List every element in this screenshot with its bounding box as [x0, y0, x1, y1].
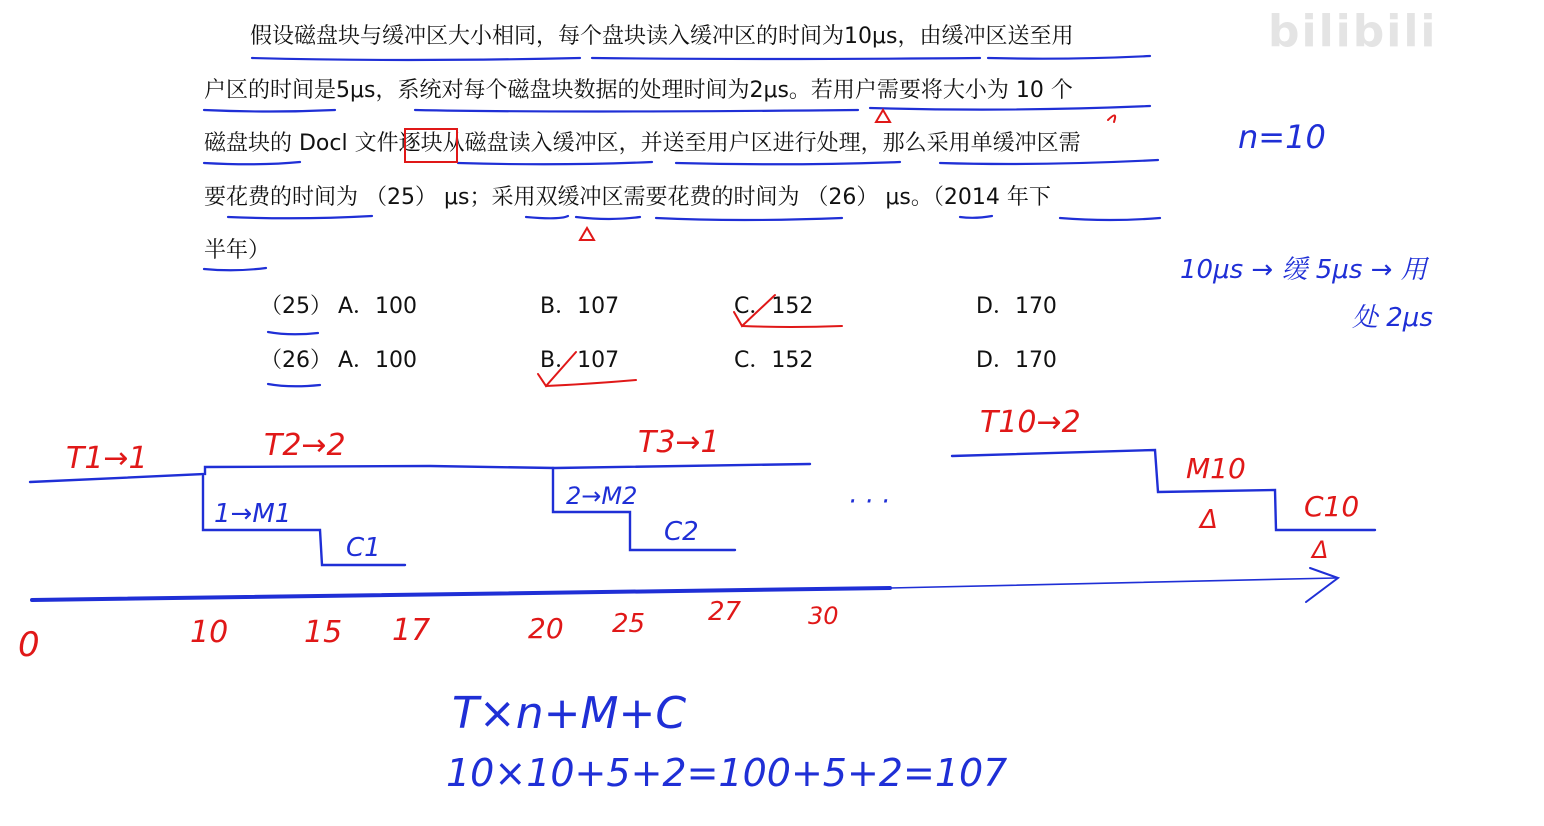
- tick-15: 15: [304, 615, 343, 650]
- question-line-1: 假设磁盘块与缓冲区大小相同，每个盘块读入缓冲区的时间为10μs，由缓冲区送至用: [250, 24, 1074, 49]
- label-c10: C10: [1304, 490, 1360, 523]
- tick-20: 20: [528, 612, 564, 645]
- delta-c10: Δ: [1312, 536, 1329, 564]
- tick-25: 25: [612, 609, 646, 639]
- label-t2: T2→2: [264, 428, 346, 463]
- question-line-2: 户区的时间是5μs，系统对每个磁盘块数据的处理时间为2μs。若用户需要将大小为 10 个: [204, 78, 1073, 103]
- option-25-c: C．152: [734, 294, 814, 319]
- option-row-25-number: （25）: [260, 294, 332, 319]
- n-equals-note: n=10: [1238, 118, 1326, 156]
- formula-general: T×n+M+C: [452, 688, 687, 739]
- label-t10: T10→2: [980, 405, 1081, 440]
- question-line-5: 半年）: [204, 238, 271, 263]
- label-m1: 1→M1: [214, 499, 292, 529]
- question-line-4: 要花费的时间为 （25） μs；采用双缓冲区需要花费的时间为 （26） μs。（2014 年下: [204, 185, 1051, 210]
- watermark-logo: bilibili: [1268, 6, 1438, 57]
- option-26-d: D．170: [976, 348, 1057, 373]
- flow-note: 10μs → 缓 5μs → 用: [1180, 255, 1427, 285]
- text-underlines: [204, 56, 1160, 386]
- option-26-a: A．100: [338, 348, 418, 373]
- highlight-box: [405, 129, 457, 162]
- label-m10: M10: [1186, 452, 1246, 485]
- formula-computed: 10×10+5+2=100+5+2=107: [446, 751, 1008, 795]
- label-m2: 2→M2: [566, 482, 638, 510]
- option-26-b: B．107: [540, 348, 620, 373]
- tick-27: 27: [708, 597, 742, 627]
- label-t3: T3→1: [638, 425, 720, 460]
- time-axis: [32, 568, 1338, 602]
- option-25-d: D．170: [976, 294, 1057, 319]
- label-t1: T1→1: [66, 441, 148, 476]
- label-c1: C1: [346, 533, 381, 563]
- tick-0: 0: [18, 625, 40, 665]
- option-25-a: A．100: [338, 294, 418, 319]
- label-c2: C2: [664, 517, 699, 547]
- option-26-c: C．152: [734, 348, 814, 373]
- tick-30: 30: [808, 602, 839, 630]
- option-row-26-number: （26）: [260, 348, 332, 373]
- ellipsis: · · ·: [848, 487, 890, 517]
- delta-m10: Δ: [1200, 505, 1218, 535]
- tick-10: 10: [190, 615, 229, 650]
- red-marks: [538, 110, 1115, 386]
- tick-17: 17: [392, 613, 431, 648]
- process-note: 处 2μs: [1352, 303, 1433, 333]
- question-line-3: 磁盘块的 Docl 文件逐块从磁盘读入缓冲区，并送至用户区进行处理，那么采用单缓冲区需: [204, 131, 1081, 156]
- option-25-b: B．107: [540, 294, 620, 319]
